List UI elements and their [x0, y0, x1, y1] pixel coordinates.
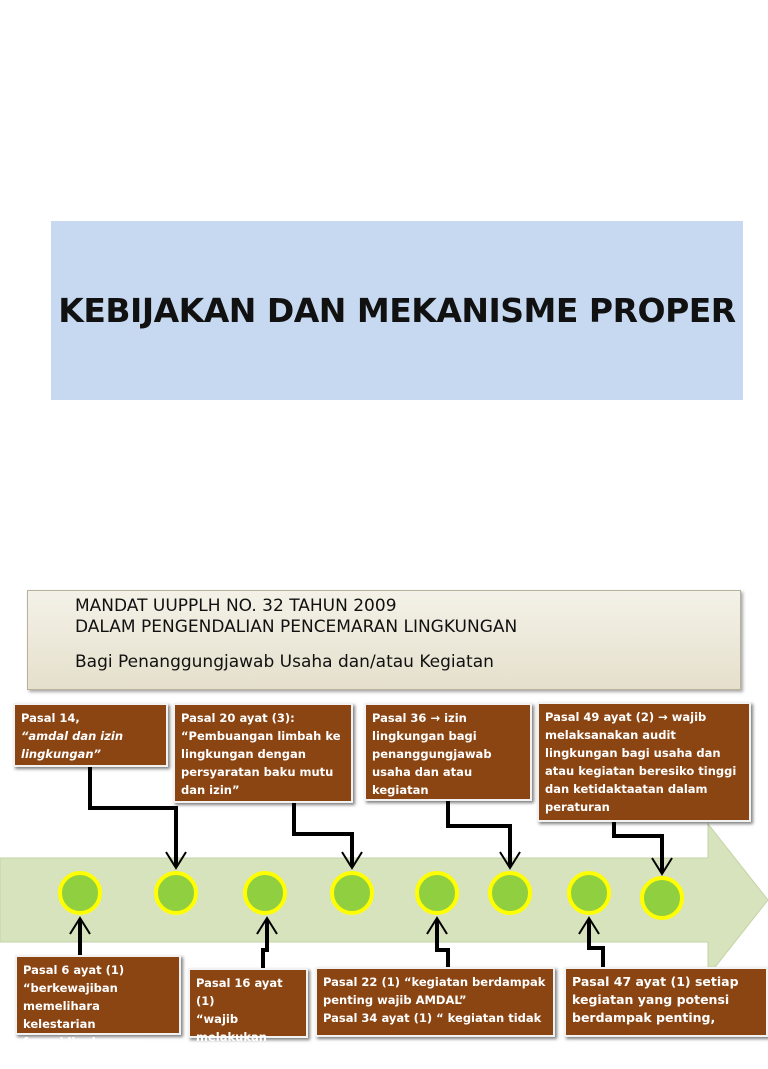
page-title: KEBIJAKAN DAN MEKANISME PROPER	[58, 291, 736, 330]
box-line: fungsi lingkungan hidup	[23, 1035, 140, 1067]
box-line: “wajib	[196, 1012, 239, 1026]
timeline-circle	[642, 878, 682, 918]
box-line: melaksanakan audit	[545, 728, 676, 742]
pasal-22-box	[315, 967, 555, 1037]
box-line: Pasal 16 ayat (1)	[196, 976, 283, 1008]
timeline-circle	[332, 873, 372, 913]
box-line: dan izin”	[181, 783, 240, 797]
pasal-20-box	[173, 703, 353, 803]
pasal-47-box	[564, 967, 768, 1037]
box-line: Pasal 34 ayat (1) “ kegiatan tidak	[323, 1011, 542, 1025]
box-line: kegiatan yang potensi	[572, 992, 730, 1007]
box-line: persyaratan baku mutu	[181, 765, 334, 779]
box-line: memelihara kelestarian	[23, 999, 100, 1031]
box-line: atau kegiatan beresiko tinggi	[545, 764, 737, 778]
box-line: lingkungan”	[21, 747, 101, 761]
pasal-49-box	[537, 702, 751, 822]
box-line: “amdal dan izin	[21, 729, 124, 743]
box-line: penanggungjawab	[372, 747, 492, 761]
timeline-circle	[569, 873, 609, 913]
timeline-circle	[490, 873, 530, 913]
pasal-14-box	[13, 703, 168, 767]
box-line: melakukan	[196, 1030, 267, 1044]
box-line: kegiatan	[372, 783, 429, 797]
box-line: Pasal 22 (1) “kegiatan berdampak	[323, 975, 546, 989]
pasal-6-box	[15, 955, 181, 1067]
mandat-line-2: DALAM PENGENDALIAN PENCEMARAN LINGKUNGAN	[75, 617, 518, 637]
box-line: Pasal 47 ayat (1) setiap	[572, 974, 739, 989]
pasal-36-box	[364, 703, 532, 801]
box-line: Pasal 14,	[21, 711, 80, 725]
box-line: lingkungan bagi usaha dan	[545, 746, 721, 760]
connector-arrow	[90, 766, 176, 866]
mandat-line-3: Bagi Penanggungjawab Usaha dan/atau Kegiatan	[75, 652, 494, 672]
connector-arrow	[448, 798, 510, 866]
box-line: berdampak penting,	[572, 1010, 716, 1025]
timeline-circle	[417, 873, 457, 913]
box-line: Pasal 49 ayat (2) → wajib	[545, 710, 707, 724]
box-line: Pasal 36 → izin	[372, 711, 467, 725]
box-line: usaha dan atau	[372, 765, 473, 779]
box-line: Pasal 6 ayat (1)	[23, 963, 125, 977]
timeline-circle	[60, 873, 100, 913]
box-line: lingkungan bagi	[372, 729, 477, 743]
box-line: peraturan	[545, 800, 610, 814]
timeline-circle	[245, 873, 285, 913]
pasal-16-box	[188, 968, 308, 1044]
box-line: dan ketidaktaatan dalam	[545, 782, 708, 796]
box-line: “berkewajiban	[23, 981, 118, 995]
box-line: penting wajib AMDAL”	[323, 993, 467, 1007]
box-line: “Pembuangan limbah ke	[181, 729, 341, 743]
box-line: lingkungan dengan	[181, 747, 306, 761]
mandat-line-1: MANDAT UUPPLH NO. 32 TAHUN 2009	[75, 596, 397, 616]
timeline-circle	[156, 873, 196, 913]
box-line: Pasal 20 ayat (3):	[181, 711, 295, 725]
